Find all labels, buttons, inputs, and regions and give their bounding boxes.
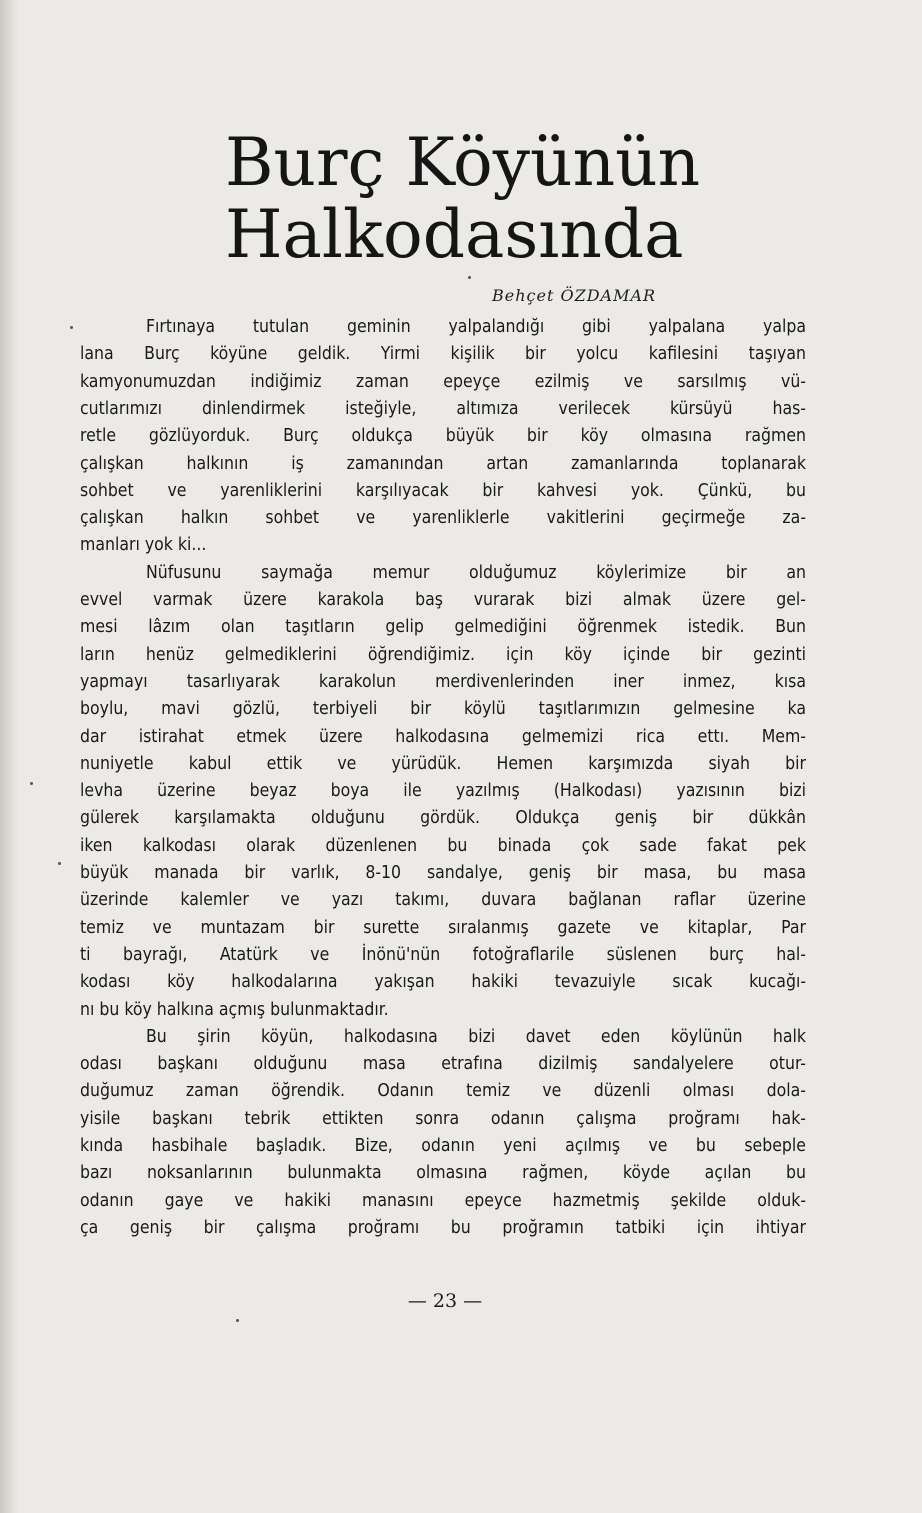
body-line: ça geniş bir çalışma proğramı bu proğramın tatbiki için ihtiyar <box>80 1217 806 1238</box>
body-line: kında hasbihale başladık. Bize, odanın yeni açılmış ve bu sebeple <box>80 1136 806 1156</box>
body-line: Nüfusunu saymağa memur olduğumuz köylerimize bir an <box>146 562 806 583</box>
body-line: büyük manada bir varlık, 8-10 sandalye, geniş bir masa, bu masa <box>80 863 806 883</box>
body-line: nuniyetle kabul ettik ve yürüdük. Hemen karşımızda siyah bir <box>80 753 806 774</box>
body-line: odanın gaye ve hakiki manasını epeyce hazmetmiş şekilde olduk- <box>80 1190 806 1211</box>
body-line: yapmayı tasarlıyarak karakolun merdivenlerinden iner inmez, kısa <box>80 671 806 692</box>
body-line: ların henüz gelmediklerini öğrendiğimiz. için köy içinde bir gezinti <box>80 644 806 665</box>
body-line: duğumuz zaman öğrendik. Odanın temiz ve düzenli olması dola- <box>80 1081 806 1102</box>
body-line: manları yok ki... <box>80 535 207 556</box>
body-line: üzerinde kalemler ve yazı takımı, duvara bağlanan raflar üzerine <box>80 890 806 911</box>
body-line: temiz ve muntazam bir surette sıralanmış gazete ve kitaplar, Par <box>80 917 806 938</box>
body-line: ti bayrağı, Atatürk ve İnönü'nün fotoğraflarile süslenen burç hal- <box>80 944 806 965</box>
scan-speck <box>30 782 33 785</box>
article-title-line-1: Burç Köyünün <box>225 124 701 201</box>
body-line: lana Burç köyüne geldik. Yirmi kişilik bir yolcu kafilesini taşıyan <box>80 344 806 365</box>
scan-speck <box>468 276 471 279</box>
body-line: kamyonumuzdan indiğimiz zaman epeyçe ezilmiş ve sarsılmış vü- <box>80 371 806 392</box>
body-line: evvel varmak üzere karakola baş vurarak bizi almak üzere gel- <box>80 590 806 610</box>
body-line: bazı noksanlarının bulunmakta olmasına rağmen, köyde açılan bu <box>80 1163 806 1184</box>
body-line: retle gözlüyorduk. Burç oldukça büyük bir köy olmasına rağmen <box>80 426 806 447</box>
body-line: mesi lâzım olan taşıtların gelip gelmediğini öğrenmek istedik. Bun <box>80 617 806 638</box>
article-author: Behçet ÖZDAMAR <box>492 286 657 305</box>
body-line: iken kalkodası olarak düzenlenen bu binada çok sade fakat pek <box>80 835 806 856</box>
body-line: boylu, mavi gözlü, terbiyeli bir köylü taşıtlarımızın gelmesine ka <box>80 699 806 720</box>
body-line: kodası köy halkodalarına yakışan hakiki tevazuiyle sıcak kucağı- <box>80 972 806 993</box>
body-line: sohbet ve yarenliklerini karşılıyacak bir kahvesi yok. Çünkü, bu <box>80 480 806 501</box>
article-title-line-2: Halkodasında <box>225 196 684 273</box>
scan-speck <box>58 862 61 865</box>
body-line: Fırtınaya tutulan geminin yalpalandığı gibi yalpalana yalpa <box>146 317 806 337</box>
body-line: gülerek karşılamakta olduğunu gördük. Oldukça geniş bir dükkân <box>80 808 806 829</box>
scan-speck <box>236 1319 239 1322</box>
body-line: yisile başkanı tebrik ettikten sonra odanın çalışma proğramı hak- <box>80 1108 806 1129</box>
body-line: dar istirahat etmek üzere halkodasına gelmemizi rica ettı. Mem- <box>80 726 806 747</box>
body-line: çalışkan halkın sohbet ve yarenliklerle vakitlerini geçirmeğe za- <box>80 508 806 529</box>
body-line: Bu şirin köyün, halkodasına bizi davet eden köylünün halk <box>146 1026 806 1047</box>
scan-speck <box>70 326 73 329</box>
body-line: cutlarımızı dinlendirmek isteğiyle, altımıza verilecek kürsüyü has- <box>80 398 806 419</box>
body-line: nı bu köy halkına açmış bulunmaktadır. <box>80 999 389 1020</box>
page-number: — 23 — <box>407 1290 483 1312</box>
body-line: levha üzerine beyaz boya ile yazılmış (Halkodası) yazısının bizi <box>80 781 806 802</box>
body-line: çalışkan halkının iş zamanından artan zamanlarında toplanarak <box>80 453 806 474</box>
body-line: odası başkanı olduğunu masa etrafına dizilmiş sandalyelere otur- <box>80 1054 806 1075</box>
